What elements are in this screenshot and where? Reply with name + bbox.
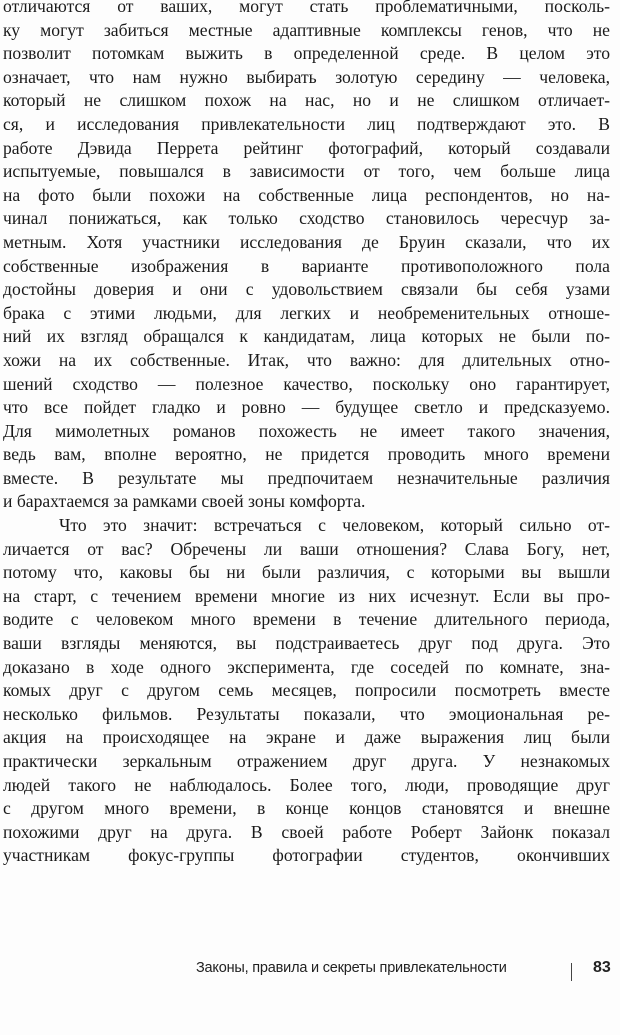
page-number: 83 — [593, 959, 611, 976]
text-line: испытуемые, повышался в зависимости от того, чем больше лица — [3, 161, 610, 182]
text-line: на старт, с течением времени многие из них исчезнут. Если вы про- — [3, 585, 610, 606]
text-line: хожи на их собственные. Итак, что важно: для длительных отно- — [3, 349, 610, 370]
text-line: отличаются от ваших, могут стать проблематичными, посколь- — [3, 0, 610, 16]
text-line: несколько фильмов. Результаты показали, что эмоциональная ре- — [3, 703, 610, 724]
text-line: ваши взгляды меняются, вы подстраиваетесь друг под друга. Это — [3, 633, 610, 654]
paragraph-end-line: и барахтаемся за рамками своей зоны комфорта. — [3, 491, 366, 512]
text-line: вместе. В результате мы предпочитаем незначительные различия — [3, 467, 610, 488]
text-line: позволит потомкам выжить в определенной среде. В целом это — [3, 43, 610, 64]
text-line: метным. Хотя участники исследования де Бруин сказали, что их — [3, 231, 610, 252]
text-line: ний их взгляд обращался к кандидатам, лица которых не были по- — [3, 326, 610, 347]
text-line: ведь вам, вполне вероятно, не придется проводить много времени — [3, 444, 610, 465]
text-line: шений сходство — полезное качество, поскольку оно гарантирует, — [3, 373, 610, 394]
text-line: ку могут забиться местные адаптивные комплексы генов, что не — [3, 19, 610, 40]
text-line: брака с этими людьми, для легких и необременительных отноше- — [3, 302, 610, 323]
text-line: людей такого не наблюдалось. Более того, люди, проводящие друг — [3, 774, 610, 795]
running-head: Законы, правила и секреты привлекательности — [196, 960, 507, 976]
text-line: что все пойдет гладко и ровно — будущее светло и предсказуемо. — [3, 397, 610, 418]
text-line: ся, и исследования привлекательности лиц подтверждают это. В — [3, 113, 610, 134]
text-line: работе Дэвида Перрета рейтинг фотографий, который создавали — [3, 137, 610, 158]
text-line: чинал понижаться, как только сходство становилось чересчур за- — [3, 208, 610, 229]
paragraph-start-line: Что это значит: встречаться с человеком, который сильно от- — [59, 515, 610, 536]
footer-divider — [571, 963, 572, 981]
text-line: потому что, каковы бы ни были различия, с которыми вы вышли — [3, 562, 610, 583]
text-line: достойны доверия и они с удовольствием связали бы себя узами — [3, 279, 610, 300]
text-line: похожими друг на друга. В своей работе Роберт Зайонк показал — [3, 821, 610, 842]
text-line: который не слишком похож на нас, но и не слишком отличает- — [3, 90, 610, 111]
text-line: участникам фокус-группы фотографии студентов, окончивших — [3, 845, 610, 866]
text-line: с другом много времени, в конце концов становятся и внешне — [3, 798, 610, 819]
text-line: собственные изображения в варианте противоположного пола — [3, 255, 610, 276]
text-line: на фото были похожи на собственные лица респондентов, но на- — [3, 184, 610, 205]
text-line: доказано в ходе одного эксперимента, где соседей по комнате, зна- — [3, 656, 610, 677]
text-line: практически зеркальным отражением друг друга. У незнакомых — [3, 751, 610, 771]
text-line: комых друг с другом семь месяцев, попросили посмотреть вместе — [3, 680, 610, 701]
text-line: водите с человеком много времени в течение длительного периода, — [3, 609, 610, 630]
text-line: акция на происходящее на экране и даже выражения лиц были — [3, 727, 610, 748]
text-line: означает, что нам нужно выбирать золотую середину — человека, — [3, 66, 610, 87]
page-footer — [0, 955, 620, 985]
text-line: личается от вас? Обречены ли ваши отношения? Слава Богу, нет, — [3, 538, 610, 559]
text-line: Для мимолетных романов похожесть не имеет такого значения, — [3, 420, 610, 441]
